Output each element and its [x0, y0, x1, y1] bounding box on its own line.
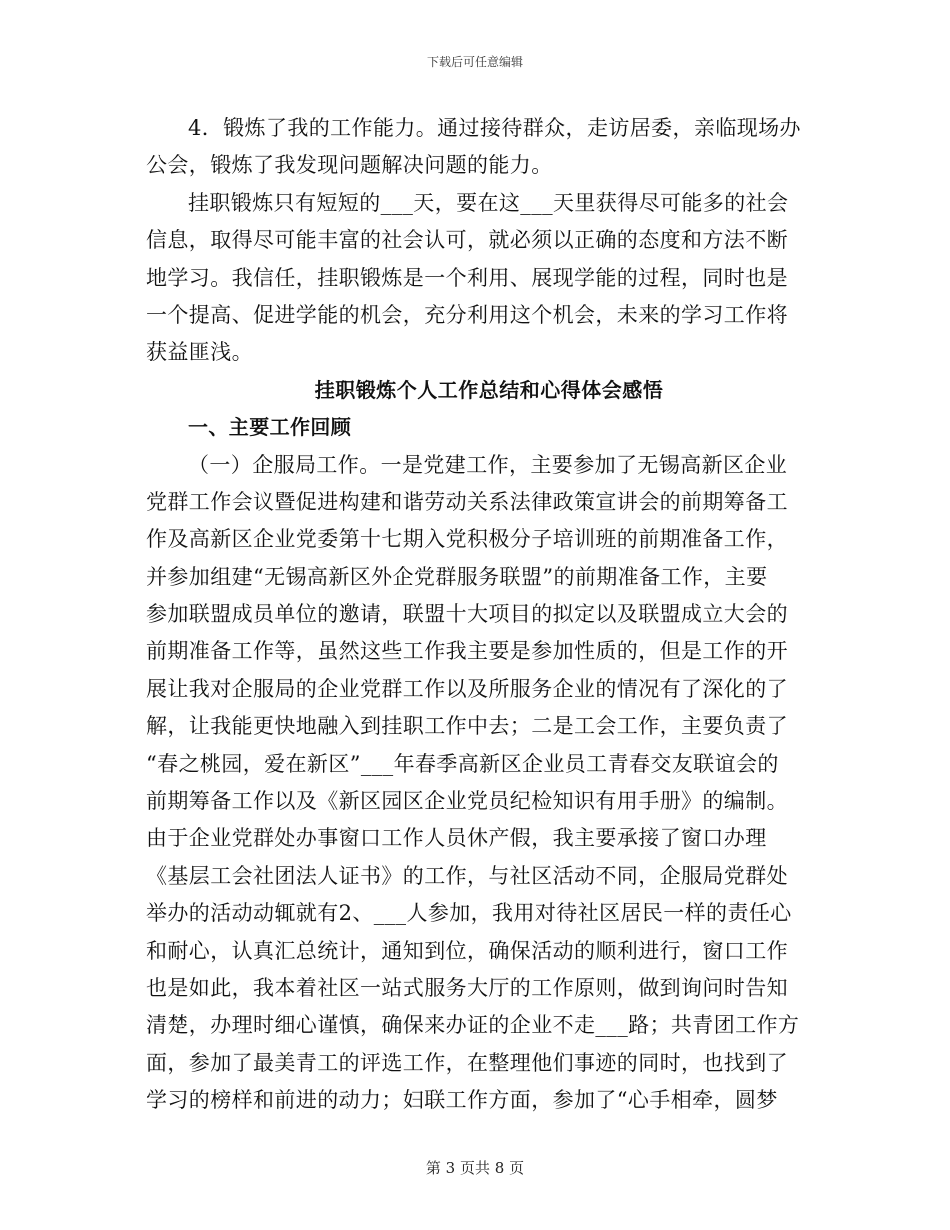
- paragraph-line: 举办的活动动辄就有2、___人参加，我用对待社区居民一样的责任心: [146, 901, 792, 926]
- paragraph-line: 4．锻炼了我的工作能力。通过接待群众，走访居委，亲临现场办: [188, 116, 801, 140]
- paragraph-line: 前期筹备工作以及《新区园区企业党员纪检知识有用手册》的编制。: [146, 789, 788, 814]
- paragraph-line: 和耐心，认真汇总统计，通知到位，确保活动的顺利进行，窗口工作: [146, 938, 788, 963]
- document-title: 挂职锻炼个人工作总结和心得体会感悟: [314, 377, 664, 402]
- paragraph-line: 一个提高、促进学能的机会，充分利用这个机会，未来的学习工作将: [146, 302, 788, 327]
- paragraph-line: 挂职锻炼只有短短的___天，要在这___天里获得尽可能多的社会: [188, 190, 789, 215]
- paragraph-line: 前期准备工作等，虽然这些工作我主要是参加性质的，但是工作的开: [146, 639, 788, 664]
- paragraph-line: 由于企业党群处办事窗口工作人员休产假，我主要承接了窗口办理: [146, 826, 767, 851]
- paragraph-line: 参加联盟成员单位的邀请，联盟十大项目的拟定以及联盟成立大会的: [146, 602, 788, 627]
- paragraph-line: 面，参加了最美青工的评选工作，在整理他们事迹的同时，也找到了: [146, 1050, 788, 1075]
- page-header: 下载后可任意编辑: [426, 55, 523, 69]
- paragraph-line: “春之桃园，爱在新区”___年春季高新区企业员工青春交友联谊会的: [146, 751, 779, 776]
- paragraph-line: 获益匪浅。: [146, 340, 253, 365]
- paragraph-line: 展让我对企服局的企业党群工作以及所服务企业的情况有了深化的了: [146, 676, 788, 701]
- page-footer: 第 3 页共 8 页: [425, 1159, 525, 1177]
- paragraph-line: 作及高新区企业党委第十七期入党积极分子培训班的前期准备工作，: [146, 527, 788, 552]
- paragraph-line: 也是如此，我本着社区一站式服务大厅的工作原则，做到询问时告知: [146, 975, 788, 1000]
- paragraph-line: 解，让我能更快地融入到挂职工作中去；二是工会工作，主要负责了: [146, 714, 788, 739]
- paragraph-line: 地学习。我信任，挂职锻炼是一个利用、展现学能的过程，同时也是: [146, 265, 788, 290]
- paragraph-line: （一）企服局工作。一是党建工作，主要参加了无锡高新区企业: [188, 452, 788, 477]
- paragraph-line: 《基层工会社团法人证书》的工作，与社区活动不同，企服局党群处: [146, 863, 788, 888]
- paragraph-line: 学习的榜样和前进的动力；妇联工作方面，参加了“心手相牵，圆梦: [146, 1088, 778, 1113]
- paragraph-line: 公会，锻炼了我发现问题解决问题的能力。: [146, 153, 553, 178]
- document-body: [146, 110, 802, 1120]
- paragraph-line: 信息，取得尽可能丰富的社会认可，就必须以正确的态度和方法不断: [146, 228, 788, 253]
- paragraph-line: 并参加组建“无锡高新区外企党群服务联盟”的前期准备工作，主要: [146, 564, 768, 589]
- section-heading: 一、主要工作回顾: [188, 415, 352, 440]
- paragraph-line: 清楚，办理时细心谨慎，确保来办证的企业不走___路；共青团工作方: [146, 1013, 800, 1038]
- paragraph-line: 党群工作会议暨促进构建和谐劳动关系法律政策宣讲会的前期筹备工: [146, 489, 788, 514]
